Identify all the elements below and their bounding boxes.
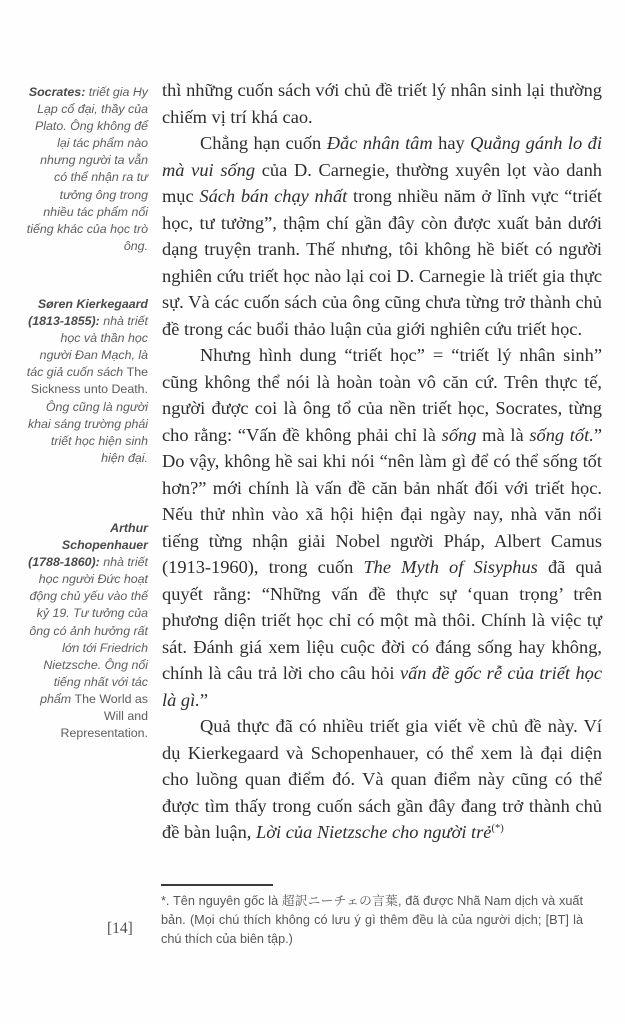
text-run: ” (199, 689, 208, 710)
text-run: thì những cuốn sách với chủ đề triết lý nhân sinh lại thường chiếm vị trí khá cao. (162, 80, 602, 127)
text-run: Nhưng hình dung “triết học” = “triết lý nhân sinh” cũng không thể nói là hoàn toàn vô căn cứ. Trên thực tế, người được coi là ông tổ của nền triết học, Socrates, từng cho rằng: “Vấn đề không phải chỉ là (162, 345, 602, 445)
paragraph (162, 77, 602, 130)
paragraph (162, 130, 602, 342)
page-number: [14] (107, 920, 133, 937)
text-run: Lời của Nietzsche cho người trẻ (255, 822, 492, 842)
text-run: The Myth of Sisyphus (363, 557, 538, 577)
text-run: ” Do vậy, không hề sai khi nói “nên làm gì để có thể sống tốt hơn?” mới chính là vấn đề căn bản nhất đối với triết học. Nếu thử nhìn vào xã hội hiện đại ngày nay, nhà văn nổi tiếng từng nhận giải Nobel người Pháp, Albert Camus (1913-1960), trong cuốn (162, 424, 602, 577)
margin-note-socrates (26, 84, 148, 255)
text-run: mà là (476, 424, 530, 445)
body-text (162, 77, 602, 846)
text-run: The World as Will and Representation. (60, 691, 148, 741)
paragraph (162, 342, 602, 713)
text-run: Đắc nhân tâm (326, 133, 433, 153)
text-run: đã quả quyết rằng: “Những vấn đề thực sự ‘quan trọng’ trên phương diện triết học chỉ có một mà thôi. Chính là việc tự sát. Đánh giá xem liệu cuộc đời có đáng sống hay không, chính là câu trả lời cho câu hỏi (162, 557, 603, 683)
text-run: vấn đề gốc rễ của triết học là gì. (162, 663, 602, 710)
text-run: Sách bán chạy nhất (199, 186, 348, 206)
text-run: hay (432, 133, 471, 153)
text-run: nhà triết học người Đức hoạt động chủ yếu vào thế kỷ 19. Tư tưởng của ông có ảnh hưởng rất lớn tới Friedrich Nietzsche. Ông nổi tiếng nhất với tác phẩm (29, 555, 148, 706)
paragraph (162, 713, 602, 846)
margin-note-kierkegaard (26, 296, 148, 467)
text-run: trong nhiều năm ở lĩnh vực “triết học, tư tưởng”, thậm chí gần đây còn được xuất bản dưới dạng truyện tranh. Thế nhưng, tôi không hề biết có người nghiên cứu triết học nào lại coi D. Carnegie là triết gia thực sự. Và các cuốn sách của ông cũng chưa từng trở thành chủ đề trong các buổi thảo luận của giới nghiên cứu triết học. (162, 186, 602, 339)
footnote: *. Tên nguyên gốc là 超訳ニーチェの言葉, đã được Nhã Nam dịch và xuất bản. (Mọi chú thích không có lưu ý gì thêm đều là của người dịch; [BT] là chú thích của biên tập.) (161, 894, 583, 946)
text-run: sống (441, 424, 477, 445)
text-run: Arthur Schopenhauer (1788-1860): (28, 521, 148, 570)
text-run: Søren Kierkegaard (1813-1855): (28, 297, 148, 329)
text-run: Quả thực đã có nhiều triết gia viết về chủ đề này. Ví dụ Kierkegaard và Schopenhauer, có thể xem là đại diện cho luồng quan điểm đó. Và quan điểm này cũng có thể được tìm thấy trong cuốn sách gần đây đang trở thành chủ đề bàn luận, (162, 716, 602, 842)
text-run: Ông cũng là người khai sáng trường phái triết học hiện sinh hiện đại. (27, 399, 148, 465)
text-run: Quẳng gánh lo đi mà vui sống (162, 133, 602, 180)
text-run: The Sickness unto Death. (30, 365, 148, 397)
text-run: Socrates: (28, 85, 86, 99)
text-run: triết gia Hy Lạp cổ đại, thầy của Plato. Ông không để lại tác phẩm nào nhưng người ta vẫn có thể nhận ra tư tưởng ông trong nhiều tác phẩm nổi tiếng khác của học trò ông. (26, 85, 148, 253)
text-run: sống tốt. (529, 424, 594, 445)
footnote-divider (161, 884, 273, 886)
text-run: Chẳng hạn cuốn (200, 133, 327, 153)
margin-note-schopenhauer (26, 520, 148, 742)
text-run: (*) (491, 822, 504, 834)
text-run: nhà triết học và thần học người Đan Mạch, là tác giả cuốn sách (26, 314, 148, 380)
text-run: của D. Carnegie, thường xuyên lọt vào danh mục (162, 159, 602, 206)
